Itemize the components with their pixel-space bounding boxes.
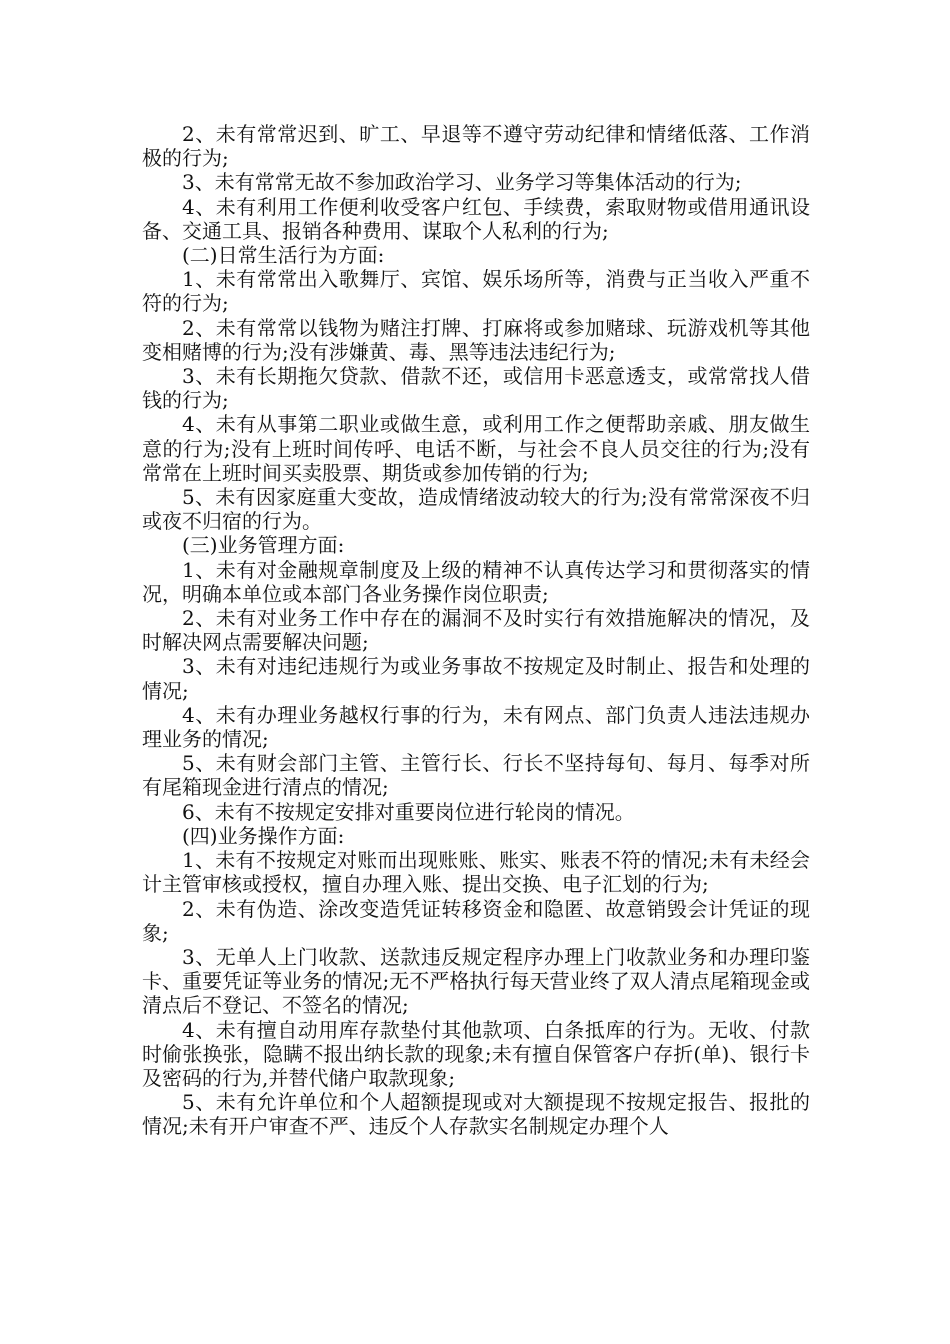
paragraph: 4、未有从事第二职业或做生意，或利用工作之便帮助亲戚、朋友做生意的行为;没有上班时间传呼、电话不断，与社会不良人员交往的行为;没有常常在上班时间买卖股票、期货或参加传销的行为; <box>142 412 810 485</box>
paragraph: 4、未有利用工作便利收受客户红包、手续费，索取财物或借用通讯设备、交通工具、报销各种费用、谋取个人私利的行为; <box>142 194 810 243</box>
paragraph: 2、未有对业务工作中存在的漏洞不及时实行有效措施解决的情况，及时解决网点需要解决问题; <box>142 606 810 655</box>
paragraph: 1、未有对金融规章制度及上级的精神不认真传达学习和贯彻落实的情况，明确本单位或本部门各业务操作岗位职责; <box>142 557 810 606</box>
paragraph: 3、无单人上门收款、送款违反规定程序办理上门收款业务和办理印鉴卡、重要凭证等业务的情况;无不严格执行每天营业终了双人清点尾箱现金或清点后不登记、不签名的情况; <box>142 944 810 1018</box>
paragraph: 5、未有允许单位和个人超额提现或对大额提现不按规定报告、报批的情况;未有开户审查不严、违反个人存款实名制规定办理个人 <box>142 1090 810 1139</box>
paragraph: 4、未有办理业务越权行事的行为，未有网点、部门负责人违法违规办理业务的情况; <box>142 702 810 752</box>
section-heading: (三)业务管理方面: <box>182 533 345 558</box>
paragraph: 1、未有不按规定对账而出现账账、账实、账表不符的情况;未有未经会计主管审核或授权，擅自办理入账、提出交换、电子汇划的行为; <box>142 848 810 897</box>
paragraph: 3、未有对违纪违规行为或业务事故不按规定及时制止、报告和处理的情况; <box>142 654 810 703</box>
paragraph: 2、未有伪造、涂改变造凭证转移资金和隐匿、故意销毁会计凭证的现象; <box>142 896 810 945</box>
paragraph: 5、未有因家庭重大变故，造成情绪波动较大的行为;没有常常深夜不归或夜不归宿的行为。 <box>142 485 810 534</box>
paragraph: 5、未有财会部门主管、主管行长、行长不坚持每旬、每月、每季对所有尾箱现金进行清点的情况; <box>142 751 810 800</box>
section-heading: (四)业务操作方面: <box>182 823 345 848</box>
paragraph: 1、未有常常出入歌舞厅、宾馆、娱乐场所等，消费与正当收入严重不符的行为; <box>142 267 810 316</box>
paragraph: 6、未有不按规定安排对重要岗位进行轮岗的情况。 <box>182 799 635 824</box>
paragraph: 2、未有常常迟到、旷工、早退等不遵守劳动纪律和情绪低落、工作消极的行为; <box>142 122 810 171</box>
paragraph: 3、未有常常无故不参加政治学习、业务学习等集体活动的行为; <box>182 170 742 195</box>
document-body <box>142 122 810 1139</box>
paragraph: 4、未有擅自动用库存款垫付其他款项、白条抵库的行为。无收、付款时偷张换张，隐瞒不报出纳长款的现象;未有擅自保管客户存折(单)、银行卡及密码的行为,并替代储户取款现象; <box>142 1017 810 1090</box>
paragraph: 3、未有长期拖欠贷款、借款不还，或信用卡恶意透支，或常常找人借钱的行为; <box>142 364 810 413</box>
paragraph: 2、未有常常以钱物为赌注打牌、打麻将或参加赌球、玩游戏机等其他变相赌博的行为;没有涉嫌黄、毒、黑等违法违纪行为; <box>142 315 810 364</box>
section-heading: (二)日常生活行为方面: <box>182 243 385 268</box>
